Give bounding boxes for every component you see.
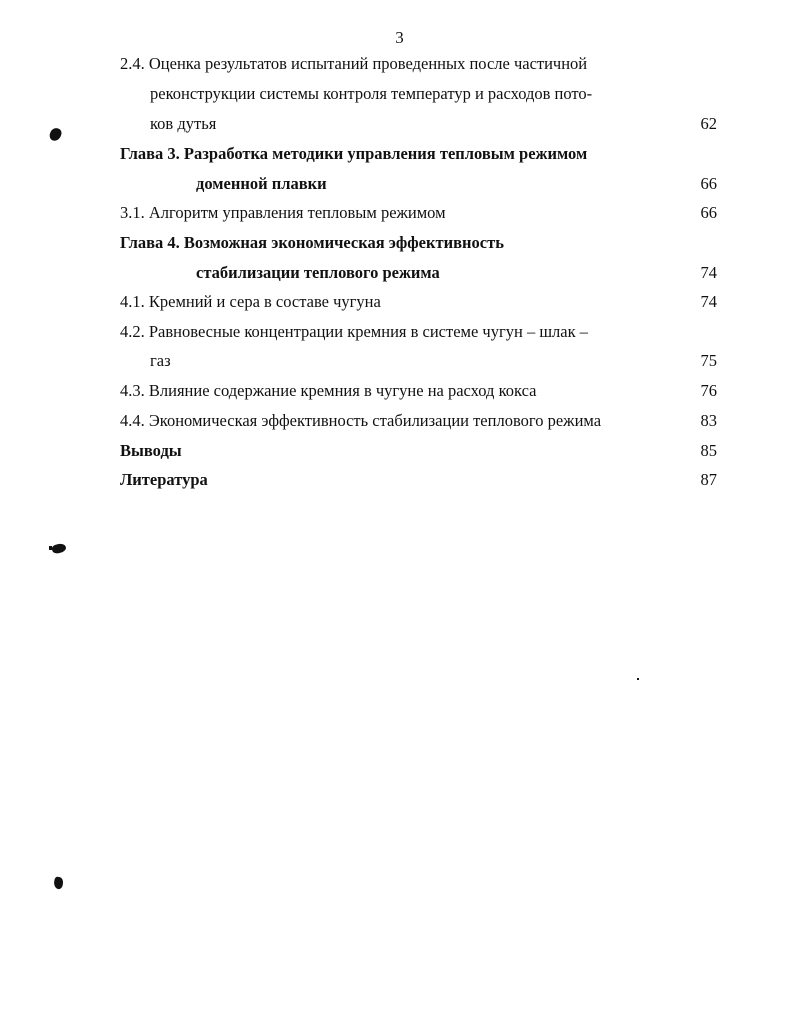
scan-mark [49, 546, 52, 550]
scan-mark [51, 542, 67, 554]
scan-mark [48, 127, 63, 143]
toc-chapter-4-line-2: стабилизации теплового режима [196, 263, 440, 282]
toc-chapter-3-line-2: доменной плавки [196, 174, 327, 193]
page-number: 3 [395, 28, 404, 47]
toc-references-page: 87 [700, 470, 717, 489]
toc-entry-2-4-line-1: 2.4. Оценка результатов испытаний проведенных после частичной [120, 54, 588, 73]
toc-entry-4-2-line-1: 4.2. Равновесные концентрации кремния в системе чугун – шлак – [120, 322, 588, 341]
toc-conclusions-page: 85 [700, 441, 717, 460]
scan-dot [637, 678, 639, 680]
toc-entry-2-4-page: 62 [700, 114, 717, 133]
toc-entry-4-1-page: 74 [700, 292, 717, 311]
toc-entry-4-2-line-2: газ [150, 351, 171, 370]
toc-entry-2-4-line-2: реконструкции системы контроля температур и расходов пото- [150, 84, 593, 103]
toc-chapter-4-page: 74 [700, 263, 717, 282]
toc-entry-3-1-page: 66 [700, 203, 717, 222]
toc-entry-3-1: 3.1. Алгоритм управления тепловым режимом [120, 203, 446, 222]
scan-mark [53, 876, 64, 889]
toc-chapter-3-line-1: Глава 3. Разработка методики управления тепловым режимом [120, 144, 588, 163]
toc-chapter-3-page: 66 [700, 174, 717, 193]
toc-entry-4-1: 4.1. Кремний и сера в составе чугуна [120, 292, 381, 311]
toc-chapter-4-line-1: Глава 4. Возможная экономическая эффективность [120, 233, 504, 252]
toc-entry-4-3: 4.3. Влияние содержание кремния в чугуне на расход кокса [120, 381, 537, 400]
toc-references: Литература [120, 470, 208, 489]
toc-entry-4-3-page: 76 [700, 381, 717, 400]
toc-entry-4-4-page: 83 [700, 411, 717, 430]
toc-entry-2-4-line-3: ков дутья [150, 114, 217, 133]
toc-conclusions: Выводы [120, 441, 182, 460]
toc-entry-4-2-page: 75 [700, 351, 717, 370]
toc-entry-4-4: 4.4. Экономическая эффективность стабилизации теплового режима [120, 411, 602, 430]
